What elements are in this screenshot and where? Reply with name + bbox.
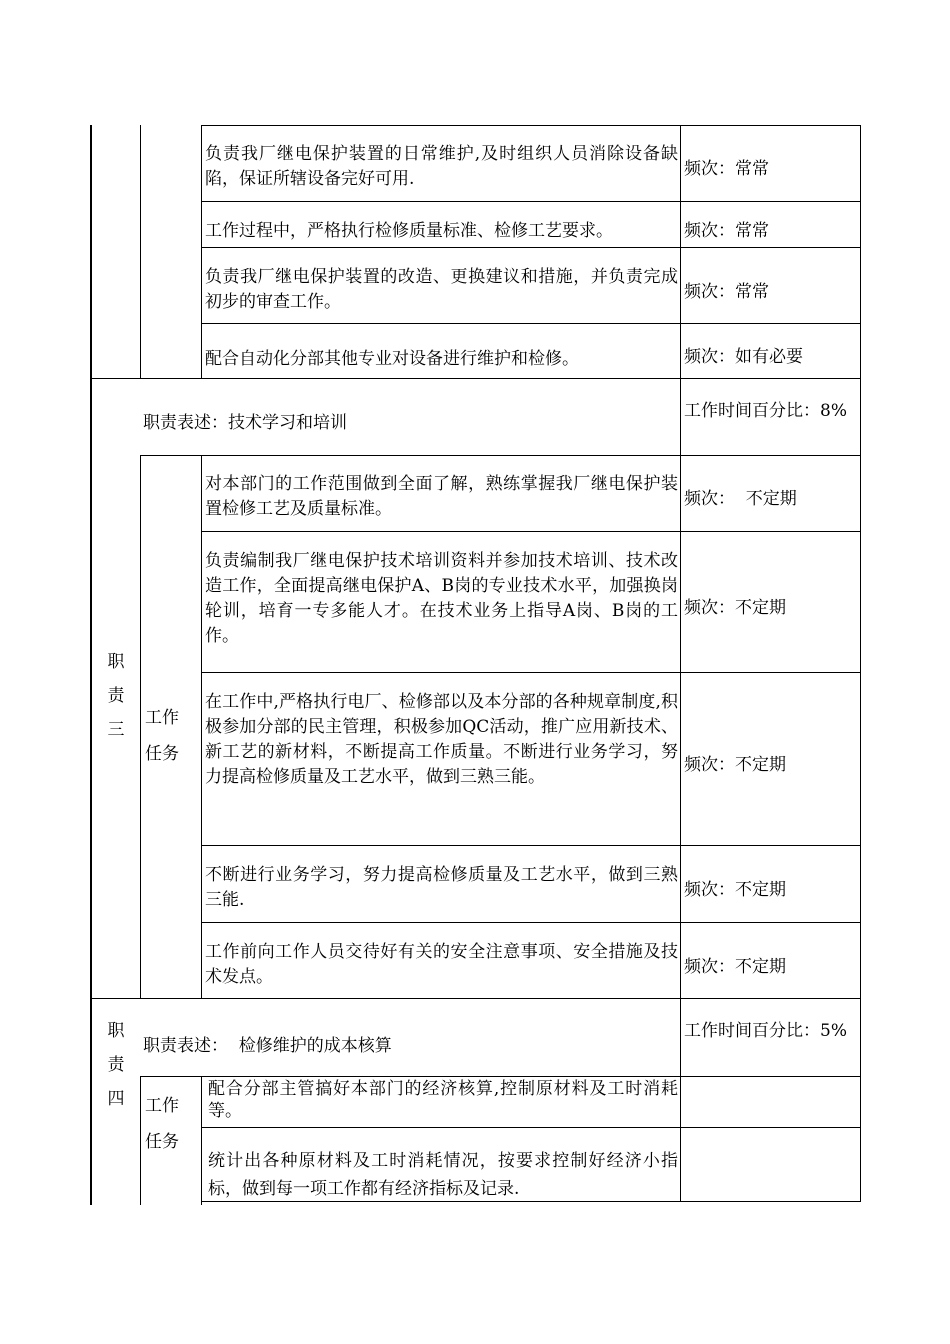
- row-line: [140, 455, 861, 456]
- row-line: [201, 247, 861, 248]
- row-line: [201, 201, 861, 202]
- section-label: [92, 645, 140, 747]
- task-text: 工作过程中，严格执行检修质量标准、检修工艺要求。: [205, 221, 613, 241]
- task-label-text: 工作任务: [145, 708, 179, 764]
- row-line: [201, 922, 861, 923]
- row-line: [90, 998, 861, 999]
- task-frequency: 频次：常常: [684, 282, 769, 302]
- task-frequency: 频次：不定期: [684, 598, 786, 618]
- task-label: [141, 700, 201, 772]
- task-text: 工作前向工作人员交待好有关的安全注意事项、安全措施及技术发点。: [205, 942, 678, 987]
- task-text: 统计出各种原材料及工时消耗情况，按要求控制好经济小指标，做到每一项工作都有经济指标及记录.: [208, 1151, 678, 1199]
- section-label: [92, 1014, 140, 1116]
- task-frequency: 频次：如有必要: [684, 347, 803, 367]
- task-text: 对本部门的工作范围做到全面了解，熟练掌握我厂继电保护装置检修工艺及质量标准。: [205, 474, 678, 519]
- task-frequency: 频次：常常: [684, 221, 769, 241]
- row-line: [201, 125, 861, 126]
- row-line: [90, 378, 861, 379]
- row-line: [140, 1076, 861, 1077]
- task-frequency: 频次：不定期: [684, 880, 786, 900]
- row-line: [201, 1127, 861, 1128]
- task-frequency: 频次：不定期: [684, 755, 786, 775]
- row-line: [201, 845, 861, 846]
- divider-col1-top: [140, 125, 141, 378]
- task-text: 负责我厂继电保护装置的日常维护,及时组织人员消除设备缺陷，保证所辖设备完好可用.: [205, 144, 678, 189]
- section-label-text: 职责三: [107, 652, 125, 740]
- row-line: [201, 531, 861, 532]
- row-line: [201, 672, 861, 673]
- task-frequency: 频次：不定期: [684, 957, 786, 977]
- task-text: 负责编制我厂继电保护技术培训资料并参加技术培训、技术改造工作，全面提高继电保护A、B岗的专业技术水平，加强换岗轮训，培育一专多能人才。在技术业务上指导A岗、B岗的工作。: [205, 551, 678, 646]
- section-label-text: 职责四: [107, 1021, 125, 1109]
- row-line: [201, 323, 861, 324]
- task-text: 在工作中,严格执行电厂、检修部以及本分部的各种规章制度,积极参加分部的民主管理，积极参加QC活动，推广应用新技术、新工艺的新材料，不断提高工作质量。不断进行业务学习，努力提高检修质量及工艺水平，做到三熟三能。: [205, 692, 678, 787]
- border-right: [860, 125, 861, 1202]
- divider-col2-bottom: [201, 1076, 202, 1205]
- task-text: 不断进行业务学习，努力提高检修质量及工艺水平，做到三熟三能.: [205, 865, 678, 910]
- task-frequency: 频次：常常: [684, 159, 769, 179]
- time-percent: 工作时间百分比：8%: [684, 401, 847, 421]
- responsibility-description: 职责表述： 检修维护的成本核算: [143, 1036, 392, 1056]
- time-percent: 工作时间百分比：5%: [684, 1021, 847, 1041]
- task-frequency: 频次： 不定期: [684, 489, 797, 509]
- responsibility-description: 职责表述：技术学习和培训: [143, 413, 347, 433]
- task-text: 配合自动化分部其他专业对设备进行维护和检修。: [205, 349, 579, 369]
- task-text: 配合分部主管搞好本部门的经济核算,控制原材料及工时消耗等。: [208, 1079, 678, 1121]
- task-text: 负责我厂继电保护装置的改造、更换建议和措施，并负责完成初步的审查工作。: [205, 267, 678, 312]
- task-label-text: 工作任务: [145, 1096, 179, 1152]
- task-label: [141, 1088, 201, 1160]
